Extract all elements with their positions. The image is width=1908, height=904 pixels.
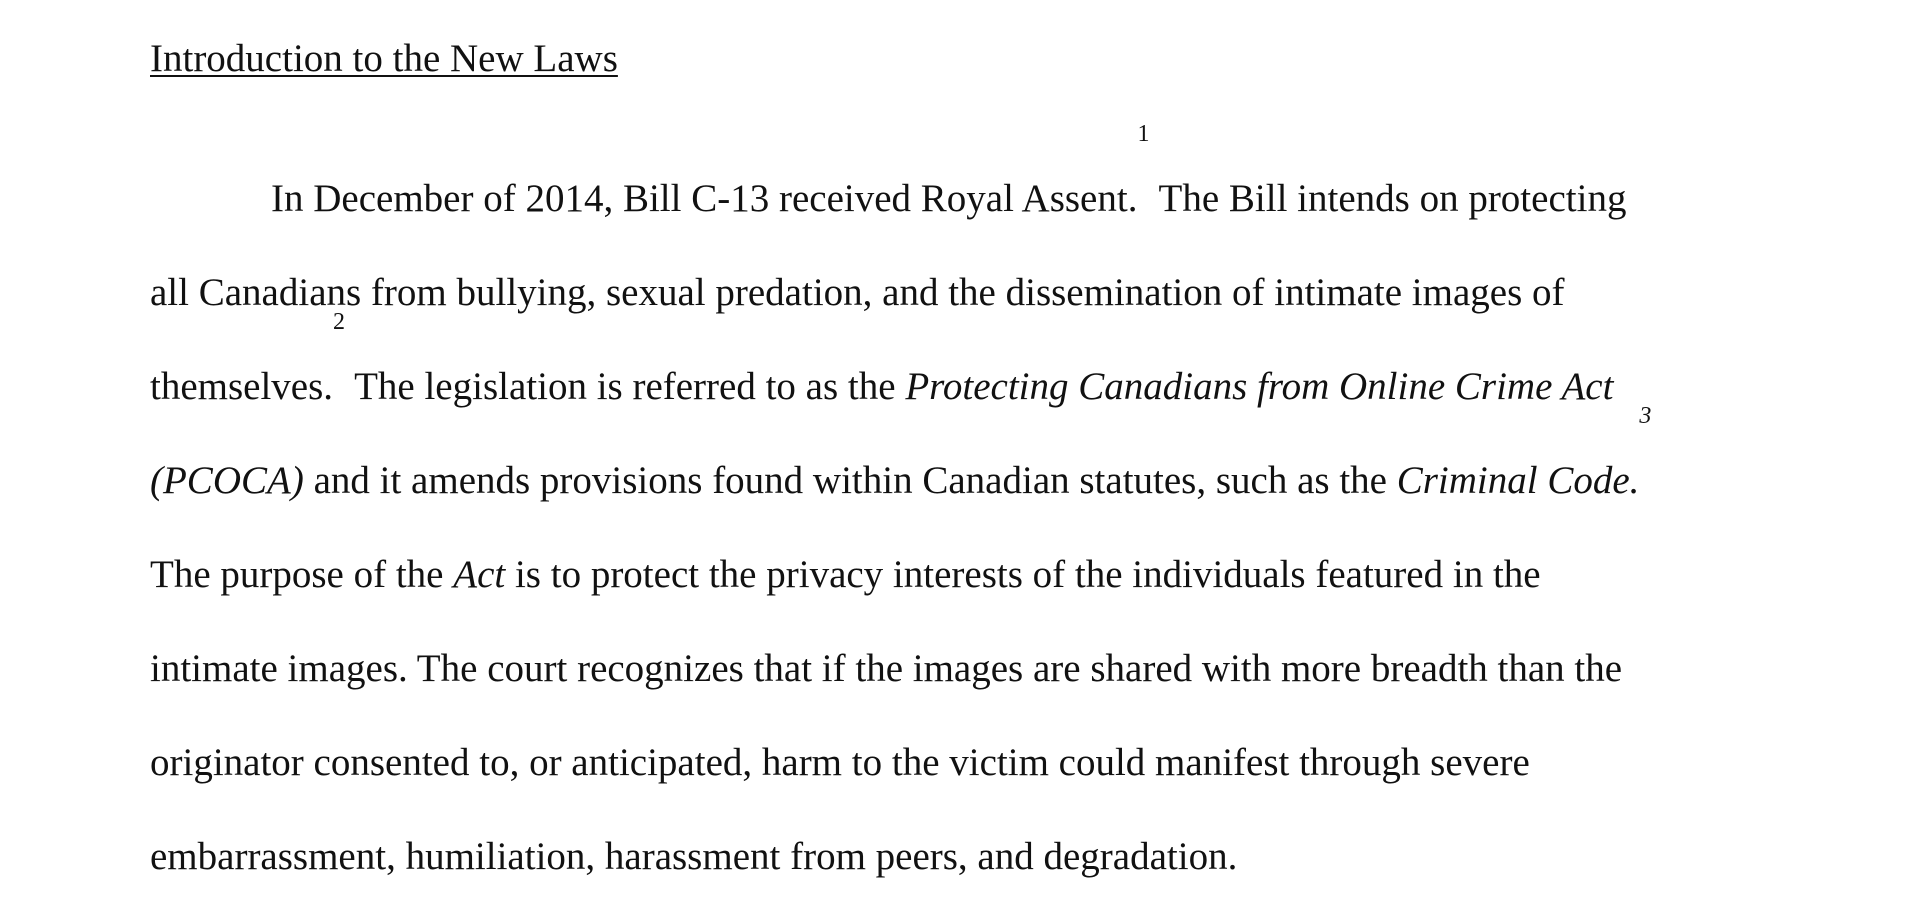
paragraph-line-4: [150, 403, 1770, 528]
criminal-code-italic: Criminal Code.: [1396, 459, 1640, 502]
line-text: embarrassment, humiliation, harassment from peers, and degradation.: [150, 835, 1238, 878]
line-text: themselves.: [150, 365, 334, 408]
footnote-ref-1[interactable]: 1: [1137, 121, 1150, 147]
line-text: In December of 2014, Bill C-13 received Royal Assent.: [271, 177, 1138, 220]
line-text: The legislation is referred to as the: [345, 365, 906, 408]
line-text: all Canadians from bullying, sexual predation, and the dissemination of intimate images of: [150, 271, 1565, 314]
line-text: The Bill intends on protecting: [1149, 177, 1627, 220]
paragraph-line-8: [150, 810, 1770, 904]
footnote-ref-2[interactable]: 2: [333, 309, 346, 335]
paragraph-line-1: [150, 121, 1770, 246]
line-text: originator consented to, or anticipated, harm to the victim could manifest through severe: [150, 741, 1530, 784]
line-text: intimate images. The court recognizes that if the images are shared with more breadth than the: [150, 647, 1623, 690]
paragraph-line-6: [150, 622, 1770, 716]
document-page: [150, 36, 1750, 878]
body-paragraph: [150, 121, 1770, 904]
line-text: and it amends provisions found within Canadian statutes, such as the: [303, 459, 1397, 502]
act-italic: Act: [453, 553, 506, 596]
footnote-ref-3[interactable]: 3: [1639, 403, 1652, 429]
section-heading: Introduction to the New Laws: [150, 37, 618, 80]
line-text: The purpose of the: [150, 553, 454, 596]
paragraph-line-7: [150, 716, 1770, 810]
act-acronym-italic: (PCOCA): [150, 459, 304, 502]
paragraph-line-3: [150, 309, 1770, 434]
paragraph-line-2: [150, 246, 1770, 340]
line-text: is to protect the privacy interests of the individuals featured in the: [505, 553, 1541, 596]
paragraph-line-5: [150, 528, 1770, 622]
act-title-italic: Protecting Canadians from Online Crime Act: [905, 365, 1614, 408]
